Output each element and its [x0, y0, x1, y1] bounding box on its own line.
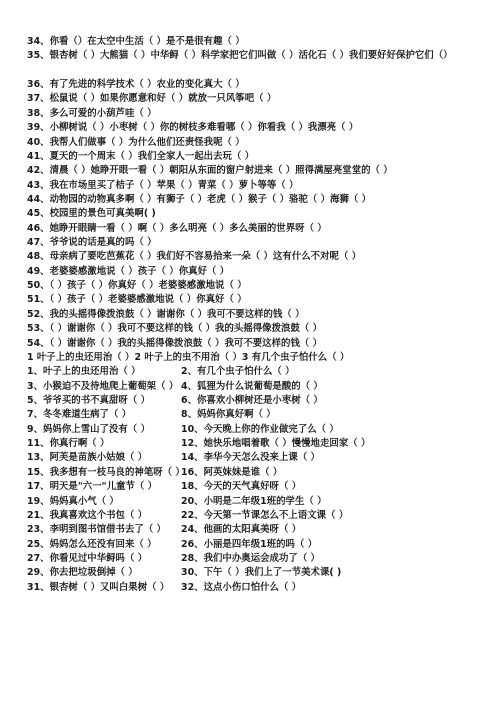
exercise-item: 4、狐狸为什么说葡萄是酸的（ ）	[181, 380, 323, 392]
exercise-pair-row	[27, 437, 497, 451]
exercise-item: 8、妈妈你真好啊（ ）	[181, 409, 276, 421]
exercise-item: 14、李华今天怎么没来上课（ ）	[181, 452, 320, 464]
exercise-pair-row	[27, 566, 497, 580]
exercise-item: 12、她快乐地唱着歌（ ）慢慢地走回家（ ）	[181, 438, 371, 450]
exercise-item: 19、妈妈真小气（ ）	[27, 495, 119, 507]
exercise-pair-row	[27, 451, 497, 465]
exercise-line: 37、松鼠说（ ）如果你愿意和好（ ）就放一只风筝吧（ ）	[27, 93, 277, 105]
exercise-line: 35、银杏树（ ）大熊猫（ ）中华鲟（ ）科学家把它们叫做（ ）活化石（ ）我们要好好保护它们（）	[27, 50, 453, 62]
exercise-item: 16、阿英妹妹是谁（ ）	[181, 466, 283, 478]
exercise-line: 52、我的头摇得像拨浪鼓（ ）谢谢你（ ）我可不要这样的钱（ ）	[27, 308, 305, 320]
exercise-item: 21、我真喜欢这个书包（ ）	[27, 509, 148, 521]
exercise-line: 51、（ ）孩子（ ）老婆婆感激地说（ ）你真好（ ）	[27, 294, 247, 306]
exercise-item: 10、今天晚上你的作业做完了么（ ）	[181, 423, 339, 435]
exercise-line: 53、（ ）谢谢你（ ）我可不要这样的钱（ ）我的头摇得像拨浪鼓（ ）	[27, 323, 323, 335]
exercise-item: 24、他画的太阳真美呀（ ）	[181, 524, 302, 536]
exercise-item: 7、冬冬难道生病了（ ）	[27, 409, 132, 421]
exercise-pair-row	[27, 423, 497, 437]
exercise-item: 20、小明是二年级1班的学生（ ）	[181, 495, 327, 507]
exercise-pair-row	[27, 495, 497, 509]
exercise-item: 31、银杏树（ ）又叫白果树（ ）	[27, 581, 170, 593]
exercise-line: 41、夏天的一个周末（ ）我们全家人一起出去玩（ ）	[27, 150, 255, 162]
exercise-item: 23、李明到图书馆借书去了（ ）	[27, 524, 166, 536]
exercise-pair-row	[27, 380, 497, 394]
exercise-pair-row	[27, 394, 497, 408]
punctuation-exercise-list	[27, 35, 497, 595]
exercise-item: 25、妈妈怎么还没有回来（ ）	[27, 538, 157, 550]
exercise-line: 42、清晨（ ）她睁开眼一看（ ）朝阳从东面的窗户射进来（ ）照得满屋亮堂堂的（ ）	[27, 165, 393, 177]
exercise-item: 3、小猴迫不及待地爬上葡萄架（ ）	[27, 380, 179, 392]
exercise-item: 27、你看见过中华鲟吗（ ）	[27, 552, 148, 564]
exercise-line: 34、你看（）在太空中生活（ ）是不是很有趣（ ）	[27, 36, 245, 47]
exercise-item: 17、明天是"六一"儿童节（ ）	[27, 481, 158, 493]
exercise-line: 44、动物园的动物真多啊（ ）有狮子（ ）老虎（ ）猴子（ ）骆驼（ ）海狮（ ）	[27, 193, 372, 205]
exercise-item: 15、我多想有一枝马良的神笔呀（ ）	[27, 466, 185, 478]
exercise-line: 38、多么可爱的小葫芦哇（ ）	[27, 107, 157, 119]
exercise-pair-row	[27, 552, 497, 566]
exercise-line: 39、小柳树说（ ）小枣树（ ）你的树枝多难看哪（ ）你看我（ ）我漂亮（ ）	[27, 122, 359, 134]
exercise-pair-row	[27, 408, 497, 422]
exercise-item: 5、爷爷买的书不真甜呀（ ）	[27, 394, 150, 406]
exercise-line: 49、老婆婆感激地说（ ）孩子（ ）你真好（ ）	[27, 265, 230, 277]
exercise-item: 29、你去把垃圾倒掉（ ）	[27, 567, 138, 579]
exercise-line: 45、校园里的景色可真美啊( )	[27, 208, 156, 220]
exercise-item: 28、我们中办奥运会成功了（ ）	[181, 552, 320, 564]
exercise-line: 54、（ ）谢谢你（ ）我的头摇得像拨浪鼓（ ）我可不要这样的钱（ ）	[27, 337, 323, 349]
exercise-item: 2、有几个虫子怕什么（ ）	[181, 366, 295, 378]
exercise-pair-row	[27, 365, 497, 379]
exercise-item: 18、今天的天气真好呀（ ）	[181, 481, 302, 493]
exercise-item: 26、小丽是四年级1班的吗（ ）	[181, 538, 318, 550]
exercise-pair-row	[27, 538, 497, 552]
exercise-line: 40、我帮人们做事（ ）为什么他们还责怪我呢（ ）	[27, 136, 245, 148]
exercise-item: 32、这点小伤口怕什么（ ）	[181, 581, 302, 593]
exercise-pair-row	[27, 581, 497, 595]
exercise-line: 43、我在市场里买了桔子（ ）苹果（ ）青菜（ ）萝卜等等（ ）	[27, 179, 299, 191]
exercise-line: 36、有了先进的科学技术（ ）农业的变化真大（ ）	[27, 79, 245, 91]
exercise-item: 13、阿芙是苗族小姑娘（ ）	[27, 452, 148, 464]
exercise-line: 1 叶子上的虫还用治（ ）2 叶子上的虫不用治（ ）3 有几个虫子怕什么（ ）	[27, 351, 350, 363]
exercise-line: 50、（ ）孩子（ ）你真好（ ）老婆婆感激地说（ ）	[27, 280, 247, 292]
exercise-item: 9、妈妈你上雪山了没有（ ）	[27, 423, 150, 435]
exercise-item: 22、今天第一节课怎么不上语文课（ ）	[181, 509, 349, 521]
exercise-item: 11、你真行啊（ ）	[27, 438, 110, 450]
exercise-item: 1、叶子上的虫还用治（ ）	[27, 366, 141, 378]
exercise-line: 46、她睁开眼睛一看（ ）啊（ ）多么明亮（ ）多么美丽的世界呀（ ）	[27, 222, 327, 234]
exercise-item: 30、下午（ ）我们上了一节美术课( )	[181, 567, 342, 579]
exercise-line: 47、爷爷说的话是真的吗（ ）	[27, 237, 157, 249]
exercise-pair-row	[27, 480, 497, 494]
exercise-pair-row	[27, 509, 497, 523]
exercise-pair-row	[27, 523, 497, 537]
exercise-line: 48、母亲病了要吃芭蕉花（ ）我们好不容易拾来一朵（ ）这有什么不对呢（ ）	[27, 251, 362, 263]
exercise-item: 6、你喜欢小柳树还是小枣树（ ）	[181, 394, 323, 406]
exercise-pair-row	[27, 466, 497, 480]
